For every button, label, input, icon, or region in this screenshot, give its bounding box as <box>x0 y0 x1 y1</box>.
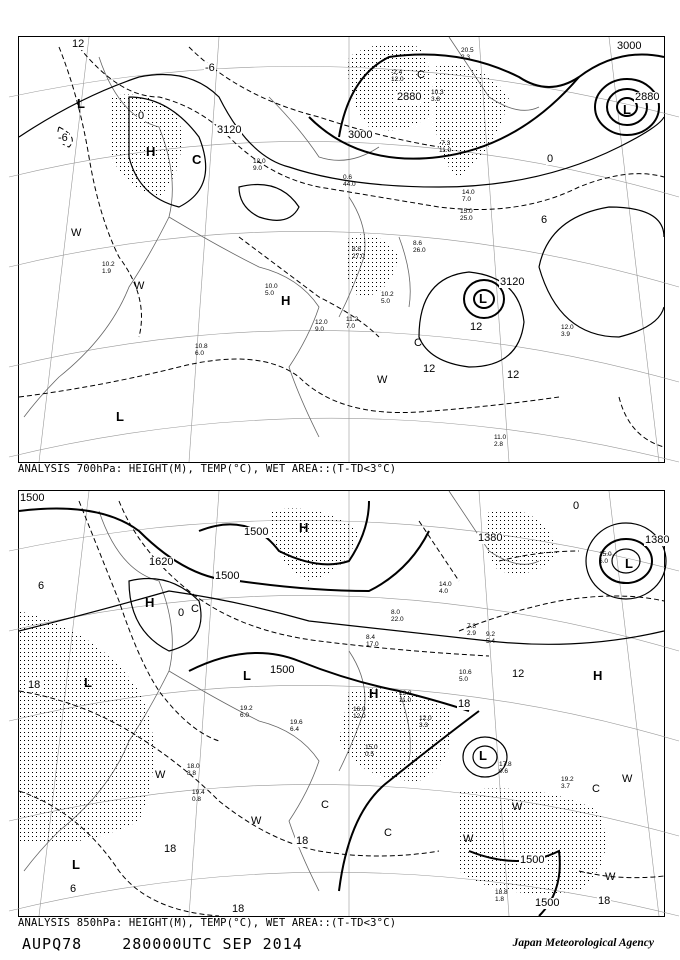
temp-label: 12 <box>423 363 436 375</box>
low-center-symbol: L <box>623 102 631 117</box>
cold-center-symbol: C <box>417 69 425 81</box>
warm-center-symbol: W <box>605 871 616 883</box>
high-center-symbol: H <box>146 144 156 159</box>
station-plot: 11.2 7.0 <box>346 316 359 330</box>
warm-center-symbol: W <box>622 773 633 785</box>
temp-label: 0 <box>178 607 185 619</box>
station-plot: 17.8 0.6 <box>499 761 512 775</box>
station-plot: 10.2 1.9 <box>102 261 115 275</box>
low-center-symbol: L <box>77 96 85 111</box>
height-label: 1380 <box>478 532 503 544</box>
cold-center-symbol: C <box>384 827 392 839</box>
station-plot: 11.0 2.8 <box>494 434 507 448</box>
height-label: 3000 <box>348 129 373 141</box>
station-plot: 8.8 27.0 <box>352 246 365 260</box>
low-center-symbol: L <box>625 556 633 571</box>
height-label: 1500 <box>244 526 269 538</box>
chart-caption-700hpa: ANALYSIS 700hPa: HEIGHT(M), TEMP(°C), WET AREA::(T-TD<3°C) <box>18 463 397 475</box>
temp-label: 0 <box>138 110 145 122</box>
map-layer-700hpa <box>19 37 664 462</box>
height-label: 1380 <box>645 534 670 546</box>
station-plot: 16.0 12.0 <box>353 706 366 720</box>
station-plot: 20.5 2.3 <box>461 47 474 61</box>
temp-label: 12 <box>507 369 520 381</box>
temp-label: 18 <box>598 895 611 907</box>
station-plot: 8.4 17.0 <box>366 634 379 648</box>
station-plot: 10.8 6.0 <box>195 343 208 357</box>
chart-caption-850hpa: ANALYSIS 850hPa: HEIGHT(M), TEMP(°C), WET AREA::(T-TD<3°C) <box>18 917 397 929</box>
height-label: 1620 <box>149 556 174 568</box>
high-center-symbol: H <box>145 595 155 610</box>
temp-label: 18 <box>458 698 471 710</box>
map-layer-850hpa <box>19 491 664 916</box>
temp-label: 0 <box>547 153 554 165</box>
low-center-symbol: L <box>116 409 124 424</box>
low-center-symbol: L <box>84 675 92 690</box>
warm-center-symbol: W <box>512 801 523 813</box>
height-label: 1500 <box>20 492 45 504</box>
station-plot: 8.6 26.0 <box>413 240 426 254</box>
height-label: 1500 <box>215 570 240 582</box>
warm-center-symbol: W <box>134 280 145 292</box>
chart-identifier <box>22 935 333 953</box>
station-plot: 12.0 9.0 <box>253 158 266 172</box>
station-plot: 10.6 5.0 <box>459 669 472 683</box>
station-plot: 18.8 1.8 <box>495 889 508 903</box>
station-plot: 15.0 6.0 <box>599 551 612 565</box>
low-center-symbol: L <box>72 857 80 872</box>
agency-credit: Japan Meteorological Agency <box>512 937 654 949</box>
valid-time: 280000UTC SEP 2014 <box>122 935 303 953</box>
temp-label: 18 <box>296 835 309 847</box>
cold-center-symbol: C <box>592 783 600 795</box>
warm-center-symbol: W <box>71 227 82 239</box>
temp-label: 12 <box>470 321 483 333</box>
station-plot: 14.0 7.0 <box>462 189 475 203</box>
low-center-symbol: L <box>243 668 251 683</box>
station-plot: 9.2 5.4 <box>486 631 496 645</box>
wet-area <box>19 509 606 894</box>
product-code: AUPQ78 <box>22 935 83 953</box>
station-plot: 18.0 8.8 <box>187 763 200 777</box>
station-plot: 19.2 3.7 <box>561 776 574 790</box>
height-label: 1500 <box>520 854 545 866</box>
temp-label: 12 <box>512 668 525 680</box>
high-center-symbol: H <box>281 293 291 308</box>
temp-label: -6 <box>205 62 215 74</box>
high-center-symbol: H <box>299 520 309 535</box>
temp-label: 18 <box>164 843 177 855</box>
station-plot: 10.2 5.0 <box>381 291 394 305</box>
height-label: 3120 <box>217 124 242 136</box>
station-plot: 19.2 6.0 <box>240 705 253 719</box>
temp-label: 6 <box>38 580 45 592</box>
warm-center-symbol: W <box>463 833 474 845</box>
temp-label: 12 <box>72 38 85 50</box>
station-plot: 12.0 3.9 <box>561 324 574 338</box>
temp-label: 6 <box>70 883 77 895</box>
height-label: 2880 <box>397 91 422 103</box>
cold-center-symbol: C <box>321 799 329 811</box>
wet-area <box>109 44 509 297</box>
station-plot: 12.0 3.3 <box>419 715 432 729</box>
warm-center-symbol: W <box>251 815 262 827</box>
warm-center-symbol: W <box>155 769 166 781</box>
cold-center-symbol: C <box>414 337 422 349</box>
station-plot: 10.3 3.8 <box>431 89 444 103</box>
high-center-symbol: H <box>593 668 603 683</box>
temp-label: 0 <box>573 500 580 512</box>
height-label: 2880 <box>635 91 660 103</box>
height-label: 3000 <box>617 40 642 52</box>
temp-label: -6 <box>58 132 68 144</box>
height-label: 1500 <box>535 897 560 909</box>
station-plot: 19.4 0.8 <box>192 789 205 803</box>
station-plot: -2.4 12.0 <box>391 69 404 83</box>
cold-center-symbol: C <box>191 603 199 615</box>
cold-center-symbol: C <box>192 152 202 167</box>
temp-label: 18 <box>28 679 41 691</box>
station-plot: 10.0 5.0 <box>265 283 278 297</box>
warm-center-symbol: W <box>377 374 388 386</box>
low-center-symbol: L <box>479 291 487 306</box>
map-panel-700hpa <box>18 36 665 463</box>
station-plot: 8.0 22.0 <box>391 609 404 623</box>
temp-label: 6 <box>541 214 548 226</box>
station-plot: -7.3 11.0 <box>439 140 452 154</box>
station-plot: 19.6 6.4 <box>290 719 303 733</box>
station-plot: 14.0 4.0 <box>439 581 452 595</box>
height-label: 3120 <box>500 276 525 288</box>
station-plot: 15.0 0.5 <box>365 744 378 758</box>
temp-label: 18 <box>232 903 245 915</box>
high-center-symbol: H <box>369 686 379 701</box>
station-plot: 13.8 11.0 <box>399 690 412 704</box>
low-center-symbol: L <box>479 748 487 763</box>
map-panel-850hpa <box>18 490 670 917</box>
station-plot: 0.6 44.0 <box>343 174 356 188</box>
station-plot: 15.0 25.0 <box>460 208 473 222</box>
station-plot: 7.8 2.9 <box>467 623 477 637</box>
height-label: 1500 <box>270 664 295 676</box>
station-plot: 12.0 9.0 <box>315 319 328 333</box>
